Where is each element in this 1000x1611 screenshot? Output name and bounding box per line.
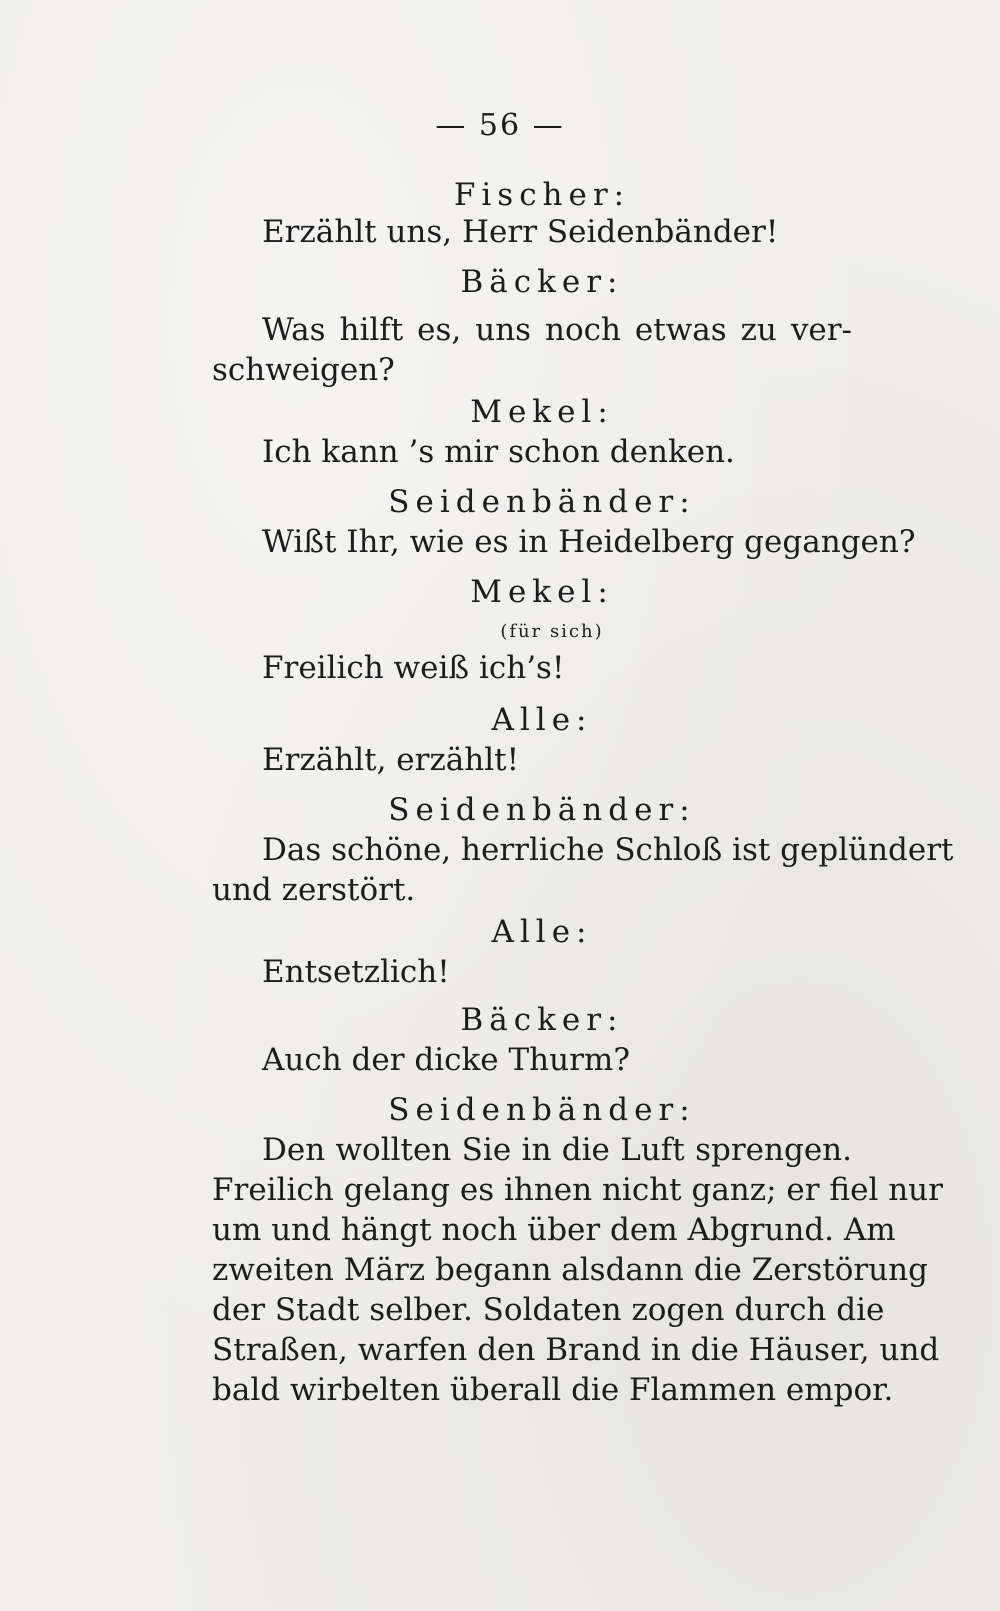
- dialog-line: Auch der dicke Thurm?: [262, 1042, 630, 1078]
- speaker-baecker: Bäcker:: [460, 1002, 624, 1038]
- dialog-line-continued: schweigen?: [212, 352, 395, 388]
- dialog-line: Erzählt, erzählt!: [262, 742, 520, 778]
- dialog-line: Ich kann ’s mir schon denken.: [262, 434, 735, 470]
- dialog-line-continued: der Stadt selber. Soldaten zogen durch die: [212, 1292, 885, 1328]
- dialog-line: Den wollten Sie in die Luft sprengen.: [262, 1132, 852, 1168]
- dialog-line-continued: und zerstört.: [212, 872, 416, 908]
- speaker-alle: Alle:: [491, 914, 593, 950]
- dialog-line-continued: Freilich gelang es ihnen nicht ganz; er fiel nur: [212, 1172, 943, 1208]
- speaker-seidenbaender: Seidenbänder:: [388, 792, 696, 828]
- speaker-mekel: Mekel:: [470, 574, 614, 610]
- speaker-mekel: Mekel:: [470, 394, 614, 430]
- dialog-line-continued: um und hängt noch über dem Abgrund. Am: [212, 1212, 896, 1248]
- speaker-seidenbaender: Seidenbänder:: [388, 484, 696, 520]
- speaker-fischer: Fischer:: [453, 177, 631, 213]
- dialog-line: Freilich weiß ich’s!: [262, 650, 565, 686]
- dialog-line-continued: Straßen, warfen den Brand in die Häuser, und: [212, 1332, 940, 1368]
- dialog-line-continued: bald wirbelten überall die Flammen empor.: [212, 1372, 894, 1408]
- dialog-line: Entsetzlich!: [262, 954, 450, 990]
- speaker-seidenbaender: Seidenbänder:: [388, 1092, 696, 1128]
- dialog-line-continued: zweiten März begann alsdann die Zerstörung: [212, 1252, 928, 1288]
- stage-direction: (für sich): [500, 621, 604, 642]
- dialog-line: Was hilft es, uns noch etwas zu ver-: [262, 312, 852, 348]
- page-number: — 56 —: [435, 108, 565, 143]
- dialog-line: Wißt Ihr, wie es in Heidelberg gegangen?: [262, 524, 916, 560]
- dialog-line: Erzählt uns, Herr Seidenbänder!: [262, 214, 779, 250]
- speaker-baecker: Bäcker:: [460, 264, 624, 300]
- speaker-alle: Alle:: [491, 702, 593, 738]
- dialog-line: Das schöne, herrliche Schloß ist geplündert: [262, 832, 954, 868]
